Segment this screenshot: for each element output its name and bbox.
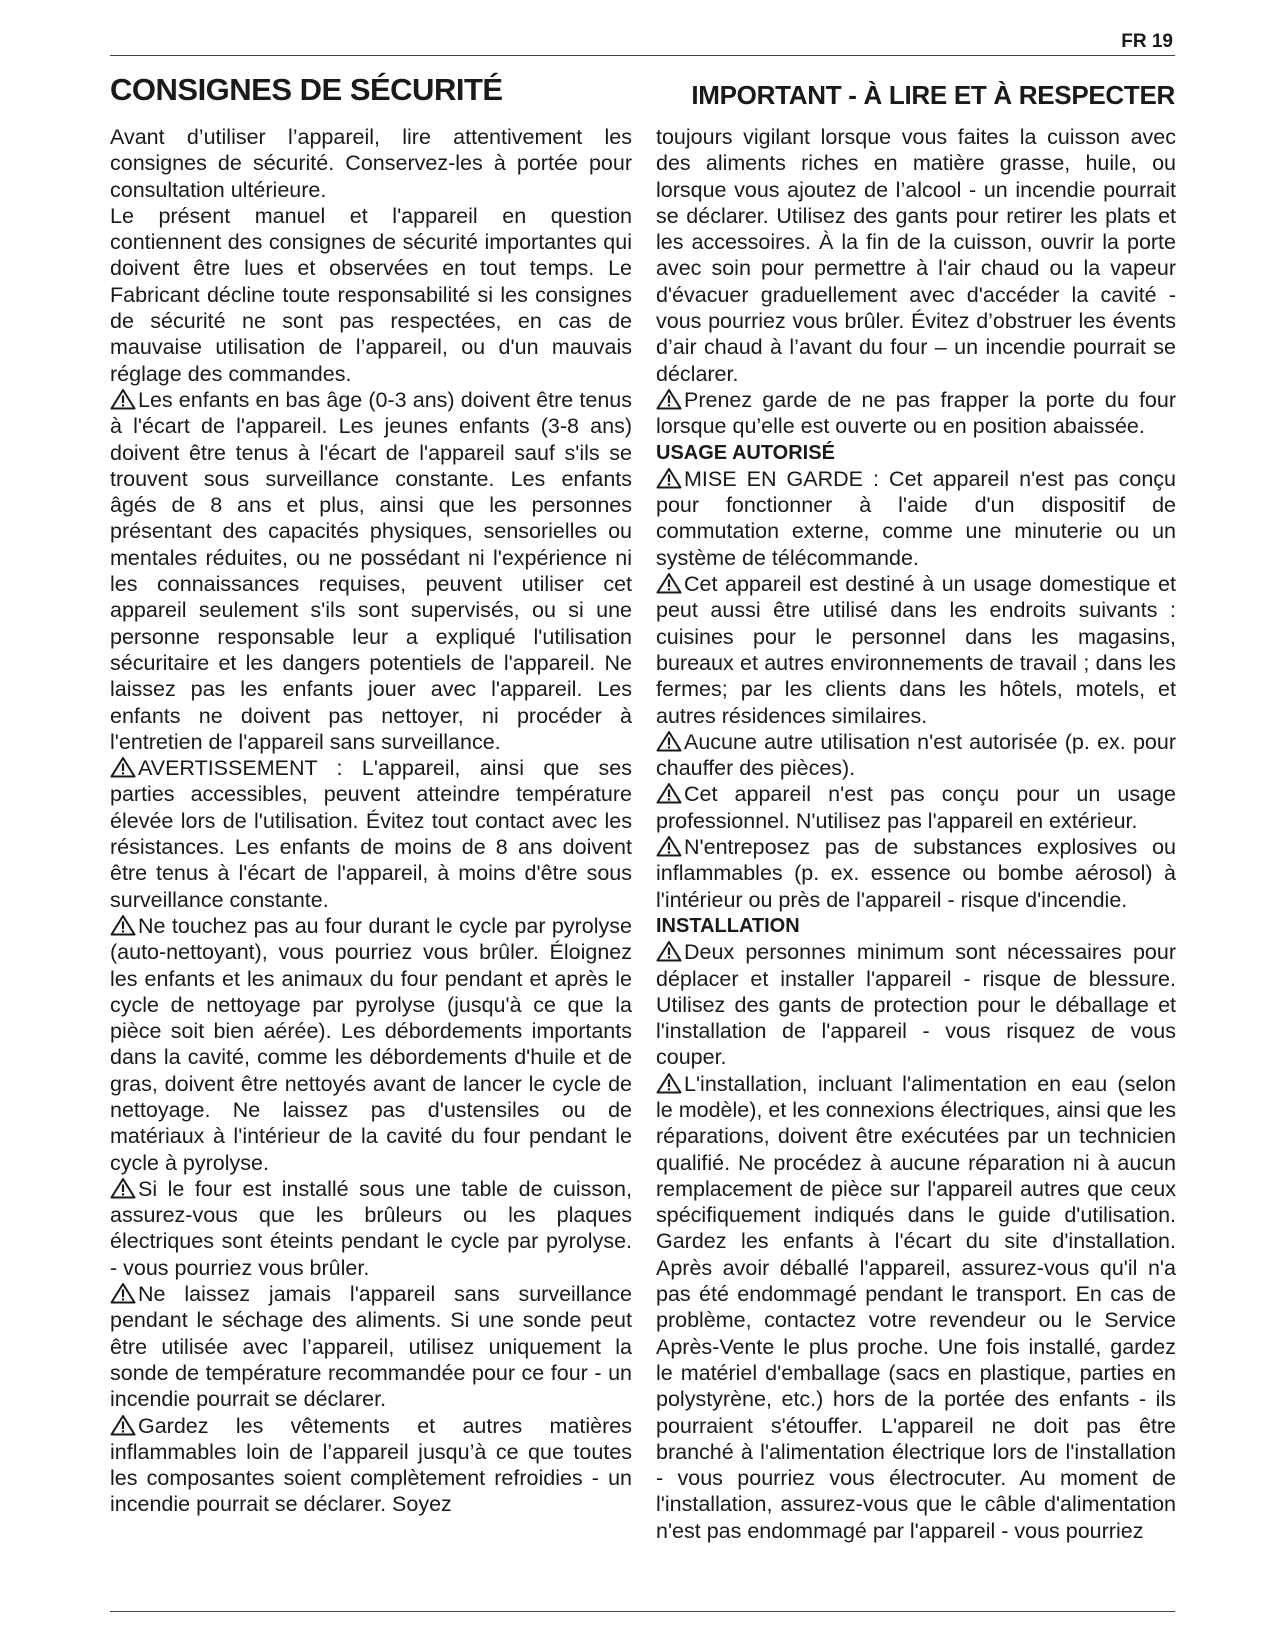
warning-text: N'entreposez pas de substances explosives ou inflammables (p. ex. essence ou bombe aérosol) à l'intérieur ou près de l'appareil - risque d'incendie. [656,835,1176,912]
warning-triangle-icon [656,572,682,594]
warning-paragraph [110,387,632,755]
warning-paragraph [656,781,1176,834]
warning-text: Cet appareil est destiné à un usage domestique et peut aussi être utilisé dans les endroits suivants : cuisines pour le personnel dans les magasins, bureaux et autres environnements de travail ; dans les fermes; par les clients dans les hôtels, motels, et autres résidences similaires. [656,572,1176,728]
subsection-heading: USAGE AUTORISÉ [656,441,835,464]
warning-triangle-icon [110,914,136,936]
warning-text: L'installation, incluant l'alimentation en eau (selon le modèle), et les connexions électriques, ainsi que les réparations, doivent être exécutées par un technicien qualifié. Ne procédez à aucune réparation ni à aucun remplacement de pièce sur l'appareil autres que ceux spécifiquement indiqués dans le guide d'utilisation. Gardez les enfants à l'écart du site d'installation. Après avoir déballé l'appareil, assurez-vous qu'il n'a pas été endommagé pendant le transport. En cas de problème, contactez votre revendeur ou le Service Après-Vente le plus proche. Une fois installé, gardez le matériel d'emballage (sacs en plastique, parties en polystyrène, etc.) hors de la portée des enfants - ils pourraient s'étouffer. L'appareil ne doit pas être branché à l'alimentation électrique lors de l'installation - vous pourriez vous électrocuter. Au moment de l'installation, assurez-vous que le câble d'alimentation n'est pas endommagé par l'appareil - vous pourriez [656,1071,1176,1543]
subsection-heading: INSTALLATION [656,914,800,937]
warning-triangle-icon [656,940,682,962]
warning-paragraph [110,913,632,1176]
warning-paragraph [110,1176,632,1281]
warning-text: Aucune autre utilisation n'est autorisée (p. ex. pour chauffer des pièces). [656,729,1176,781]
warning-triangle-icon [110,756,136,778]
warning-paragraph [656,939,1176,1070]
warning-triangle-icon [110,1177,136,1199]
warning-paragraph [656,466,1176,571]
warning-triangle-icon [656,467,682,489]
right-column [656,124,1176,1544]
continuation-paragraph: toujours vigilant lorsque vous faites la cuisson avec des aliments riches en matière grasse, huile, ou lorsque vous ajoutez de l’alcool - un incendie pourrait se déclarer. Utilisez des gants pour retirer les plats et les accessoires. À la fin de la cuisson, ouvrir la porte avec soin pour permettre à l'air chaud ou la vapeur d'évacuer graduellement avec d'accéder la cavité - vous pourriez vous brûler. Évitez d’obstruer les évents d’air chaud à l’avant du four – un incendie pourrait se déclarer. [656,125,1176,386]
warning-text: Les enfants en bas âge (0-3 ans) doivent être tenus à l'écart de l'appareil. Les jeunes enfants (3-8 ans) doivent être tenus à l'écart de l'appareil sauf s'ils se trouvent sous surveillance constante. Les enfants âgés de 8 ans et plus, ainsi que les personnes présentant des capacités physiques, sensorielles ou mentales réduites, ou ne possédant ni l'expérience ni les connaissances requises, peuvent utiliser cet appareil seulement s'ils sont supervisés, ou si une personne responsable leur a expliqué l'utilisation sécuritaire et les dangers potentiels de l'appareil. Ne laissez pas les enfants jouer avec l'appareil. Les enfants ne doivent pas nettoyer, ni procéder à l'entretien de l'appareil sans surveillance. [110,387,632,754]
warning-triangle-icon [656,1072,682,1094]
warning-text: Cet appareil n'est pas conçu pour un usage professionnel. N'utilisez pas l'appareil en extérieur. [656,782,1176,833]
section-subtitle: IMPORTANT - À LIRE ET À RESPECTER [691,80,1175,110]
intro-paragraph: Le présent manuel et l'appareil en question contiennent des consignes de sécurité importantes qui doivent être lues et observées en tout temps. Le Fabricant décline toute responsabilité si les consignes de sécurité ne sont pas respectées, en cas de mauvaise utilisation de l’appareil, ou d'un mauvais réglage des commandes. [110,203,632,386]
warning-text: AVERTISSEMENT : L'appareil, ainsi que ses parties accessibles, peuvent atteindre température élevée lors de l'utilisation. Évitez tout contact avec les résistances. Les enfants de moins de 8 ans doivent être tenus à l'écart de l'appareil, à moins d'être sous surveillance constante. [110,756,632,912]
warning-paragraph [110,1413,632,1518]
warning-paragraph [656,1071,1176,1544]
warning-triangle-icon [656,730,682,752]
section-title: CONSIGNES DE SÉCURITÉ [110,72,503,107]
warning-triangle-icon [656,835,682,857]
warning-triangle-icon [110,1282,136,1304]
warning-paragraph [110,755,632,913]
warning-text: MISE EN GARDE : Cet appareil n'est pas conçu pour fonctionner à l'aide d'un dispositif de commutation externe, comme une minuterie ou un système de télécommande. [656,466,1176,570]
warning-triangle-icon [110,1414,136,1436]
warning-paragraph [656,571,1176,729]
warning-text: Gardez les vêtements et autres matières inflammables loin de l’appareil jusqu’à ce que toutes les composantes soient complètement refroidies - un incendie pourrait se déclarer. Soyez [110,1413,632,1517]
warning-triangle-icon [110,388,136,410]
top-rule [110,55,1175,56]
warning-text: Si le four est installé sous une table de cuisson, assurez-vous que les brûleurs ou les plaques électriques sont éteints pendant le cycle par pyrolyse. - vous pourriez vous brûler. [110,1176,632,1280]
warning-triangle-icon [656,782,682,804]
intro-paragraph: Avant d’utiliser l’appareil, lire attentivement les consignes de sécurité. Conservez-les à portée pour consultation ultérieure. [110,125,632,202]
warning-paragraph [656,834,1176,913]
warning-text: Ne laissez jamais l'appareil sans surveillance pendant le séchage des aliments. Si une sonde peut être utilisée avec l’appareil, utilisez uniquement la sonde de température recommandée pour ce four - un incendie pourrait se déclarer. [110,1282,632,1412]
left-column [110,124,632,1518]
warning-paragraph [656,729,1176,782]
page-number: FR 19 [1121,31,1173,52]
warning-paragraph [110,1281,632,1412]
bottom-rule [110,1611,1175,1612]
warning-text: Deux personnes minimum sont nécessaires pour déplacer et installer l'appareil - risque de blessure. Utilisez des gants de protection pour le déballage et l'installation de l'appareil - vous risquez de vous couper. [656,940,1176,1070]
warning-text: Ne touchez pas au four durant le cycle par pyrolyse (auto-nettoyant), vous pourriez vous brûler. Éloignez les enfants et les animaux du four pendant et après le cycle de nettoyage par pyrolyse (jusqu'à ce que la pièce soit bien aérée). Les débordements importants dans la cavité, comme les débordements d'huile et de gras, doivent être nettoyés avant de lancer le cycle de nettoyage. Ne laissez pas d'ustensiles ou de matériaux à l'intérieur de la cavité du four pendant le cycle à pyrolyse. [110,913,632,1175]
warning-triangle-icon [656,388,682,410]
warning-paragraph [656,387,1176,440]
warning-text: Prenez garde de ne pas frapper la porte du four lorsque qu’elle est ouverte ou en position abaissée. [656,387,1176,439]
